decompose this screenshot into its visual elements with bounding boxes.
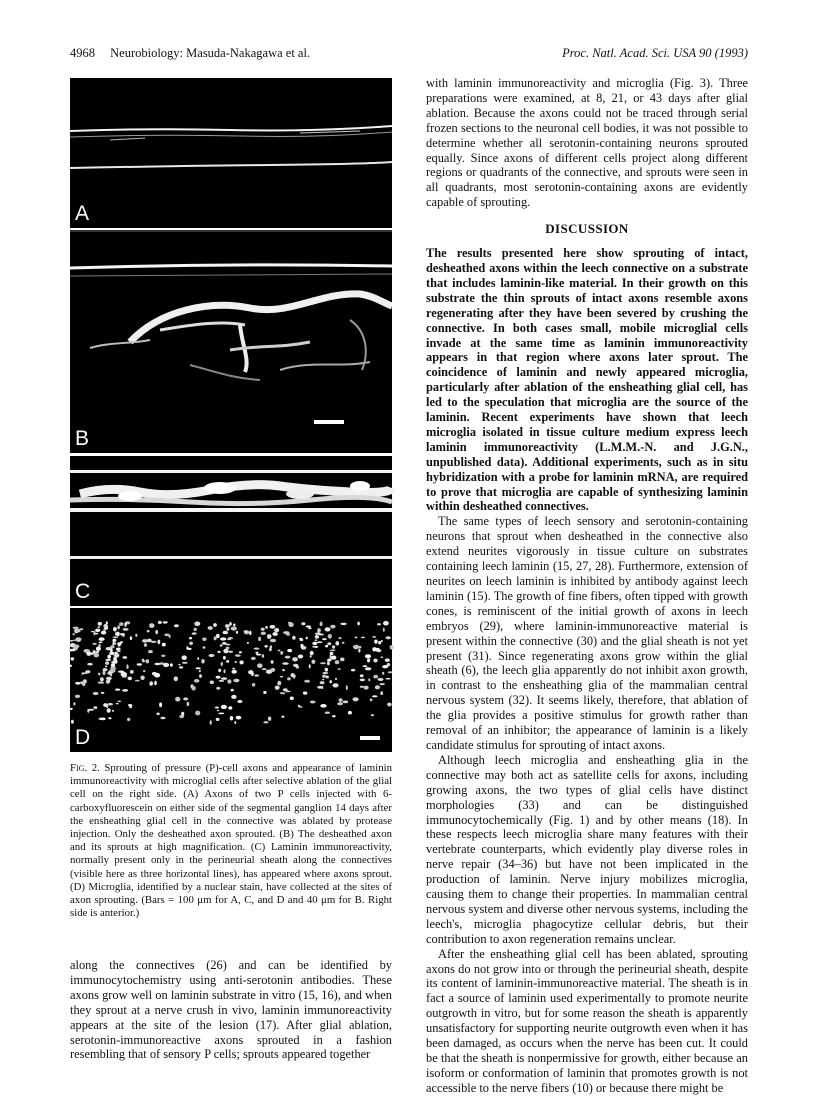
right-column — [426, 76, 748, 1096]
figure-panel-d — [70, 608, 392, 752]
panel-label-d: D — [75, 726, 91, 749]
panel-d-micrograph — [70, 608, 392, 752]
results-continuation: with laminin immunoreactivity and microglia (Fig. 3). Three preparations were examined, at 8, 21, or 43 days after glial ablation. Because the axons could not be traced through serial frozen sections to the neuronal cell bodies, it was not possible to determine whether all serotonin-containing neurons sprouted equally. Since axons of different cells project along different regions or quadrants of the connective, and sprouts were seen in all quadrants, most serotonin-containing axons are evidently capable of sprouting. — [426, 76, 748, 210]
panel-b-micrograph — [70, 230, 392, 453]
caption-text: Sprouting of pressure (P)-cell axons and appearance of laminin immunoreactivity with microglial cells after selective ablation of the glial cell on the right side. (A) Axons of two P cells injected with 6-carboxyfluorescein on either side of the segmental ganglion 14 days after the ensheathing glial cell in the connective was ablated by protease injection. Only the desheathed axon sprouted. (B) The desheathed axon and its sprouts at high magnification. (C) Laminin immunoreactivity, normally present only in the perineurial sheath along the connectives (visible here as three horizontal lines), has appeared where axons sprout. (D) Microglia, identified by a nuclear stain, have collected at the sites of axon sprouting. (Bars = 100 μm for A, C, and D and 40 μm for B. Right side is anterior.) — [70, 762, 392, 920]
figure-panel-c — [70, 456, 392, 606]
discussion-paragraph: Although leech microglia and ensheathing glia in the connective may both act as satellite cells for axons, including growing axons, the two types of glial cells have distinct morphologies (33) and can be distinguished immunocytochemically (Fig. 1) and by other means (18). In these respects leech microglia share many features with their vertebrate counterparts, which evidently play diverse roles in nerve repair (34–36) but have not been implicated in the production of laminin. Nerve injury mobilizes microglia, causing them to change their properties. In mammalian central nervous system and diverse other nervous systems, including the leech's, microglia phagocytize cellular debris, but their contribution to axon regeneration remains unclear. — [426, 752, 748, 946]
left-column-text: along the connectives (26) and can be identified by immunocytochemistry using anti-serotonin antibodies. These axons grow well on laminin substrate in vitro (15, 16), and when they sprout at a nerve crush in vivo, laminin immunoreactivity appears at the site of the lesion (17). After glial ablation, serotonin-immunoreactive axons sprouted in a fashion resembling that of sensory P cells; sprouts appeared together — [70, 958, 392, 1062]
discussion-paragraph: After the ensheathing glial cell has been ablated, sprouting axons do not grow into or through the perineurial sheath, despite its content of laminin-immunoreactive material. The sheath is in fact a source of laminin used experimentally to promote neurite outgrowth in vitro, but for some reason the sheath is apparently unsatisfactory for supporting neurite outgrowth even when it has been damaged, as occurs when the nerve has been cut. It could be that the sheath is nonpermissive for growth, either because an isoform or conformation of laminin that promotes growth is not accessible to the nerve fibers (10) or because there might be — [426, 946, 748, 1095]
panel-label-a: A — [75, 202, 90, 225]
left-running-head: Neurobiology: Masuda-Nakagawa et al. — [110, 46, 311, 60]
figure-panel-b — [70, 230, 392, 453]
figure-caption — [70, 762, 392, 920]
scale-bar — [360, 736, 380, 740]
discussion-paragraph: The same types of leech sensory and serotonin-containing neurons that sprout when desheathed in the connective also extend neurites vigorously in tissue culture on substrates containing leech laminin (15, 27, 28). Furthermore, extension of neurites on leech laminin is inhibited by antibody against leech laminin (15). The growth of fine fibers, often tipped with growth cones, is reminiscent of the initial growth of axons in leech embryos (29), where laminin-immunoreactive material is present within the connective (30) and the glial sheath is not yet present (31). Since regenerating axons grow within the glial sheath (6), the leech glia apparently do not inhibit axon growth, in contrast to the ensheathing glia of the mammalian central nervous system (32). It seems likely, therefore, that ablation of the glia provides a positive stimulus for growth rather than removal of an inhibitor; the appearance of laminin is a likely candidate stimulus for sprouting of intact axons. — [426, 514, 748, 752]
panel-c-micrograph — [70, 456, 392, 606]
running-header — [70, 46, 748, 62]
caption-label: Fig. 2. — [70, 762, 100, 774]
scale-bar — [314, 420, 344, 424]
section-heading: DISCUSSION — [545, 221, 629, 237]
right-running-head: Proc. Natl. Acad. Sci. USA 90 (1993) — [562, 46, 748, 60]
discussion-summary: The results presented here show sprouting of intact, desheathed axons within the leech connective on a substrate that includes laminin-like material. In their growth on this substrate the thin sprouts of intact axons resemble axons regenerating after they have been severed by crushing the connective. In both cases small, mobile microglial cells invade at the same time as laminin immunoreactivity appears in that region where axons later sprout. The coincidence of laminin and newly appeared microglia, particularly after ablation of the ensheathing glial cell, has led to the speculation that microglia are the source of the laminin. Recent experiments have shown that leech microglia isolated in tissue culture medium express leech laminin immunoreactivity (L.M.M.-N. and J.G.N., unpublished data). Additional experiments, such as in situ hybridization with a probe for laminin mRNA, are required to prove that microglia are capable of synthesizing laminin within desheathed connectives. — [426, 246, 748, 514]
panel-label-b: B — [75, 427, 90, 450]
header-left — [70, 46, 310, 61]
page-number: 4968 — [70, 46, 95, 60]
panel-a-micrograph — [70, 78, 392, 228]
panel-label-c: C — [75, 580, 91, 603]
figure-panel-a — [70, 78, 392, 228]
